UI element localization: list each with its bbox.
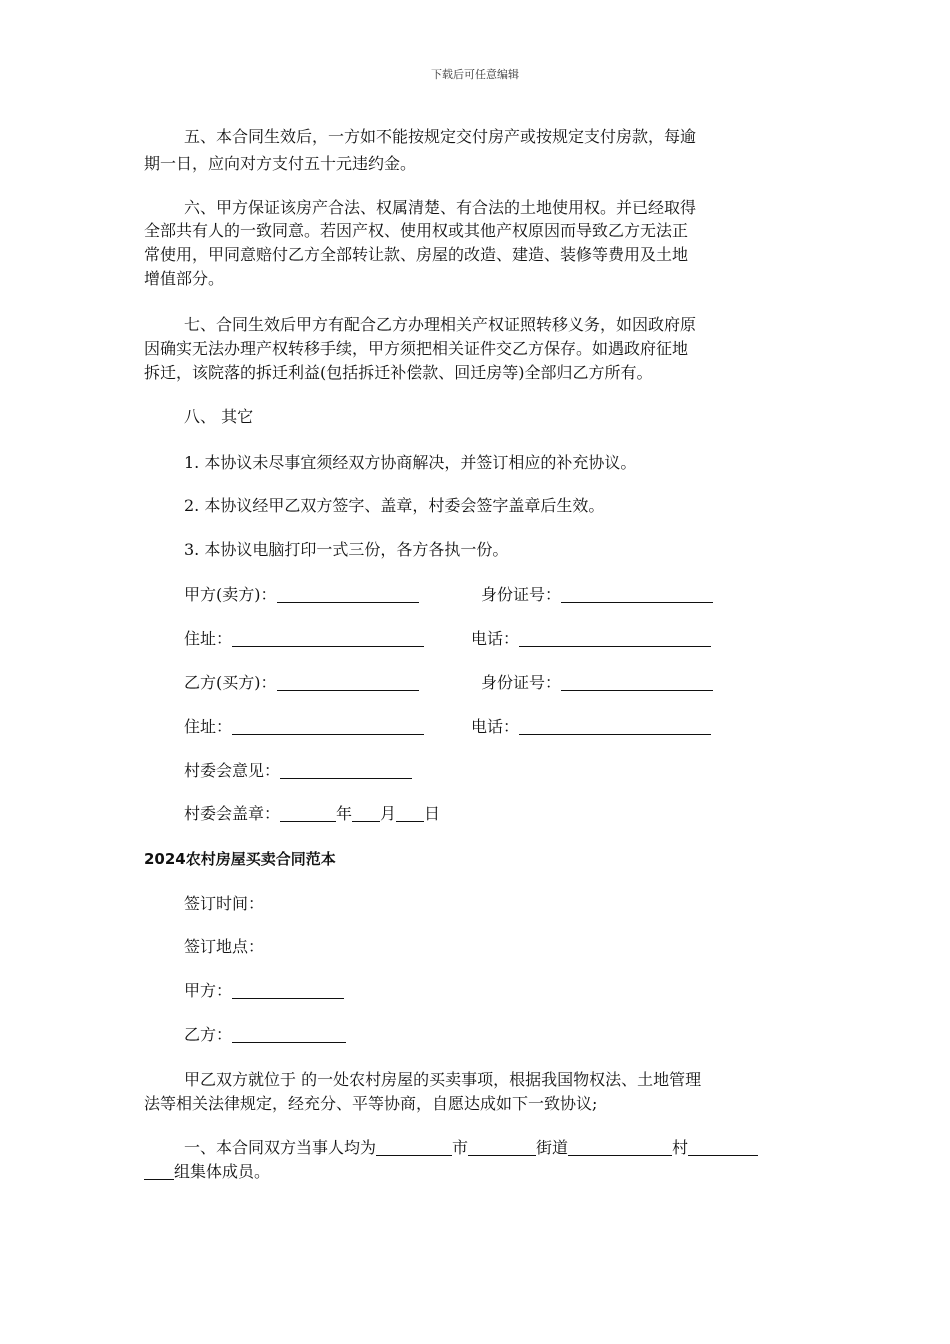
clause-8-item-3: 3. 本协议电脑打印一式三份，各方各执一份。 — [184, 540, 509, 559]
id-b-row — [481, 672, 810, 694]
seal-month-blank[interactable] — [352, 805, 380, 822]
sign-time-label: 签订时间： — [184, 894, 265, 913]
clause-1-suffix: 组集体成员。 — [174, 1162, 271, 1181]
village-opinion-label: 村委会意见： — [184, 761, 281, 780]
street-label: 街道 — [536, 1138, 569, 1157]
street-blank[interactable] — [468, 1139, 536, 1156]
year-label: 年 — [336, 804, 353, 823]
contract2-party-a-row — [184, 980, 810, 1002]
day-label: 日 — [424, 804, 441, 823]
address-b-label: 住址： — [184, 717, 233, 736]
party-a-label: 甲方(卖方)： — [184, 585, 277, 604]
clause-7-line-3: 拆迁，该院落的拆迁利益(包括拆迁补偿款、回迁房等)全部归乙方所有。 — [144, 363, 653, 382]
contract2-party-b-blank[interactable] — [232, 1026, 346, 1043]
page-header-note: 下载后可任意编辑 — [431, 68, 519, 81]
clause-1-prefix: 一、本合同双方当事人均为 — [184, 1138, 377, 1157]
intro-line-1: 甲乙双方就位于 的一处农村房屋的买卖事项，根据我国物权法、土地管理 — [184, 1070, 702, 1089]
city-label: 市 — [452, 1138, 469, 1157]
month-label: 月 — [380, 804, 397, 823]
clause-5-line-1: 五、本合同生效后，一方如不能按规定交付房产或按规定支付房款，每逾 — [184, 127, 697, 146]
clause-7-line-2: 因确实无法办理产权转移手续，甲方须把相关证件交乙方保存。如遇政府征地 — [144, 339, 689, 358]
seal-day-blank[interactable] — [396, 805, 424, 822]
address-b-blank[interactable] — [232, 718, 424, 735]
clause-6-line-2: 全部共有人的一致同意。若因产权、使用权或其他产权原因而导致乙方无法正 — [144, 221, 689, 240]
seal-year-blank[interactable] — [280, 805, 336, 822]
address-a-label: 住址： — [184, 629, 233, 648]
clause-8-item-2: 2. 本协议经甲乙双方签字、盖章，村委会签字盖章后生效。 — [184, 496, 605, 515]
tel-b-label: 电话： — [471, 717, 520, 736]
id-b-blank[interactable] — [561, 674, 713, 691]
village-blank[interactable] — [568, 1139, 672, 1156]
tel-a-label: 电话： — [471, 629, 520, 648]
village-seal-row — [184, 803, 810, 825]
id-a-row — [481, 584, 810, 606]
clause-6-line-1: 六、甲方保证该房产合法、权属清楚、有合法的土地使用权。并已经取得 — [184, 198, 697, 217]
party-b-blank[interactable] — [277, 674, 419, 691]
contract2-party-b-label: 乙方： — [184, 1025, 233, 1044]
village-opinion-blank[interactable] — [280, 762, 412, 779]
city-blank[interactable] — [376, 1139, 452, 1156]
tel-a-blank[interactable] — [519, 630, 711, 647]
clause-8-heading: 八、 其它 — [184, 407, 254, 426]
village-label: 村 — [672, 1138, 689, 1157]
party-b-label: 乙方(买方)： — [184, 673, 277, 692]
clause-8-item-1: 1. 本协议未尽事宜须经双方协商解决，并签订相应的补充协议。 — [184, 453, 637, 472]
contract-title: 2024农村房屋买卖合同范本 — [144, 850, 336, 868]
village-seal-label: 村委会盖章： — [184, 804, 281, 823]
group-blank-start[interactable] — [688, 1139, 758, 1156]
id-a-label: 身份证号： — [481, 585, 562, 604]
id-a-blank[interactable] — [561, 586, 713, 603]
contract2-party-b-row — [184, 1024, 810, 1046]
clause-5-line-2: 期一日，应向对方支付五十元违约金。 — [144, 154, 417, 173]
clause-1-line-2 — [144, 1161, 810, 1183]
sign-place-label: 签订地点： — [184, 937, 265, 956]
clause-1-line-1 — [184, 1137, 810, 1159]
tel-b-blank[interactable] — [519, 718, 711, 735]
party-a-blank[interactable] — [277, 586, 419, 603]
contract2-party-a-blank[interactable] — [232, 982, 344, 999]
intro-line-2: 法等相关法律规定，经充分、平等协商，自愿达成如下一致协议; — [144, 1094, 598, 1113]
clause-6-line-4: 增值部分。 — [144, 269, 225, 288]
clause-7-line-1: 七、合同生效后甲方有配合乙方办理相关产权证照转移义务，如因政府原 — [184, 315, 697, 334]
tel-a-row — [471, 628, 810, 650]
group-blank-end[interactable] — [144, 1163, 174, 1180]
village-opinion-row — [184, 760, 810, 782]
clause-6-line-3: 常使用，甲同意赔付乙方全部转让款、房屋的改造、建造、装修等费用及土地 — [144, 245, 689, 264]
contract2-party-a-label: 甲方： — [184, 981, 233, 1000]
address-a-blank[interactable] — [232, 630, 424, 647]
id-b-label: 身份证号： — [481, 673, 562, 692]
tel-b-row — [471, 716, 810, 738]
